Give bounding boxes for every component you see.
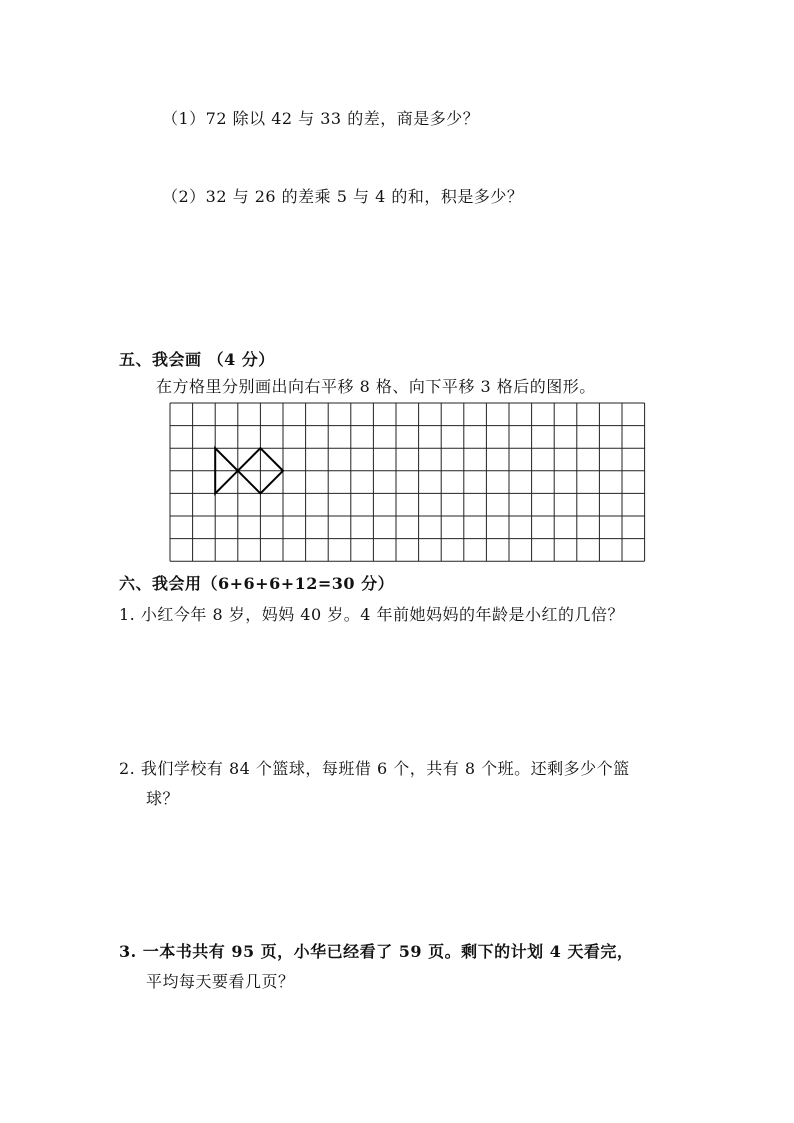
section-5-heading: 五、我会画 （4 分） bbox=[119, 350, 275, 369]
question-6-2-line1: 2. 我们学校有 84 个篮球，每班借 6 个，共有 8 个班。还剩多少个篮 bbox=[119, 759, 630, 778]
question-6-2-line2: 球？ bbox=[146, 789, 180, 808]
section-6-heading: 六、我会用（6+6+6+12=30 分） bbox=[119, 574, 395, 593]
question-4-1: （1）72 除以 42 与 33 的差，商是多少？ bbox=[162, 109, 480, 128]
drawing-grid bbox=[169, 402, 647, 564]
section-5-instruction: 在方格里分别画出向右平移 8 格、向下平移 3 格后的图形。 bbox=[156, 377, 596, 396]
question-6-3-line1: 3. 一本书共有 95 页，小华已经看了 59 页。剩下的计划 4 天看完， bbox=[119, 942, 634, 961]
question-6-1: 1. 小红今年 8 岁，妈妈 40 岁。4 年前她妈妈的年龄是小红的几倍？ bbox=[119, 605, 625, 624]
question-4-2: （2）32 与 26 的差乘 5 与 4 的和，积是多少？ bbox=[162, 187, 524, 206]
question-6-3-line2: 平均每天要看几页？ bbox=[146, 972, 295, 991]
